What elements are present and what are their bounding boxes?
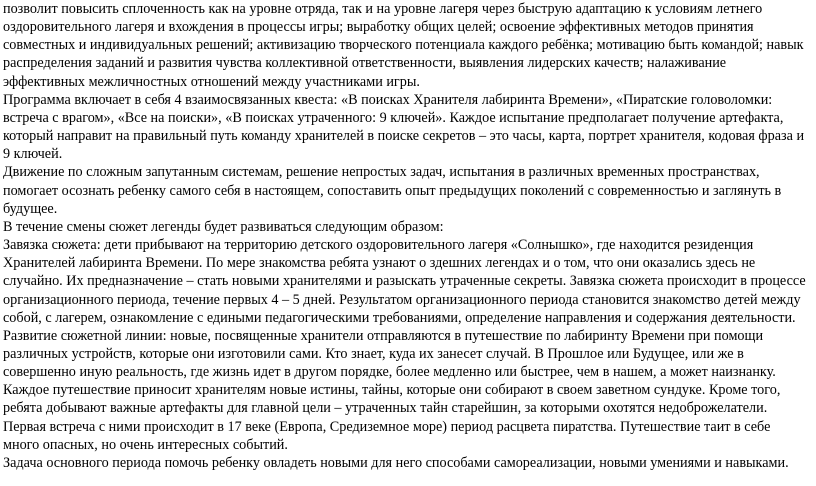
paragraph-plot-setup: Завязка сюжета: дети прибывают на территорию детского оздоровительного лагеря «Солнышко», где находится резиденция Хранителей лабиринта Времени. По мере знакомства ребята узнают о здешних легендах и о том, что они оказались здесь не случайно. Их предназначение – стать новыми хранителями и разыскать утраченные секреты. Завязка сюжета происходит в процессе организационного периода, течение первых 4 – 5 дней. Результатом организационного периода становится знакомство детей между собой, с лагерем, ознакомление с едиными педагогическими требованиями, определение направления и содержания деятельности.: [3, 237, 806, 326]
paragraph-plot-intro: В течение смены сюжет легенды будет развиваться следующим образом:: [3, 218, 444, 235]
paragraph-main-period-task: Задача основного периода помочь ребенку овладеть новыми для него способами самореализации, новыми умениями и навыками.: [3, 454, 789, 471]
paragraph-movement-systems: Движение по сложным запутанным системам, решение непростых задач, испытания в различных временных пространствах, помогает осознать ребенку самого себя в настоящем, сопоставить опыт предыдущих поколений с современностью и заглянуть в будущее.: [3, 164, 782, 217]
paragraph-program-quests: Программа включает в себя 4 взаимосвязанных квеста: «В поисках Хранителя лабиринта Времени», «Пиратские головоломки: встреча с врагом», «Все на поиски», «В поисках утраченного: 9 ключей». Каждое испытание предполагает получение артефакта, который направит на правильный путь команду хранителей в поиске секретов – это часы, карта, портрет хранителя, кодовая фраза и 9 ключей.: [3, 91, 805, 163]
paragraph-plot-development: Развитие сюжетной линии: новые, посвященные хранители отправляются в путешествие по лабиринту Времени при помощи различных устройств, которые они изготовили сами. Кто знает, куда их занесет случай. В Прошлое или Будущее, или же в совершенно иную реальность, где жизнь идет в другом порядке, более медленно или быстрее, чем в нашем, а может наизнанку. Каждое путешествие приносит хранителям новые истины, тайны, которые они собирают в своем заветном сундуке. Кроме того, ребята добывают важные артефакты для главной цели – утраченных тайн старейшин, за которыми охотятся недоброжелатели. Первая встреча с ними происходит в 17 веке (Европа, Средиземное море) период расцвета пиратства. Путешествие таит в себе много опасных, но очень интересных событий.: [3, 327, 781, 453]
paragraph-intro-continuation: позволит повысить сплоченность как на уровне отряда, так и на уровне лагеря через быструю адаптацию к условиям летнего оздоровительного лагеря и вхождения в процессы игры; выработку общих целей; освоение эффективных методов принятия совместных и индивидуальных решений; активизацию творческого потенциала каждого ребёнка; мотивацию быть командой; навык распределения заданий и развития чувства коллективной ответственности, выявления лидерских качеств; налаживание эффективных межличностных отношений между участниками игры.: [3, 1, 804, 90]
